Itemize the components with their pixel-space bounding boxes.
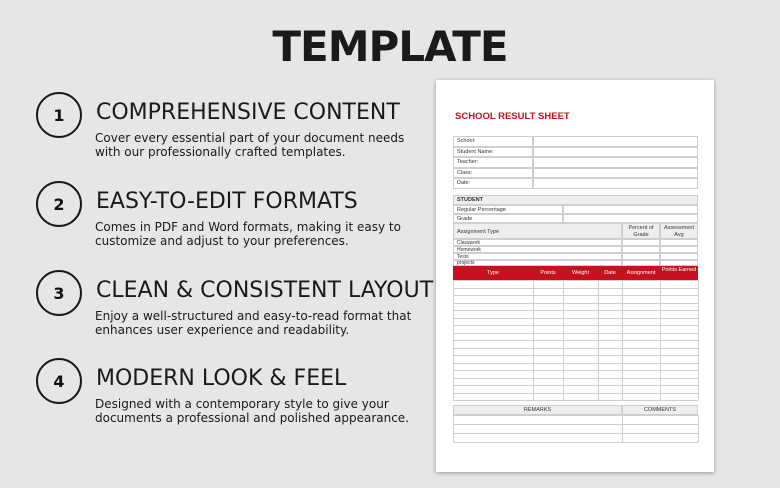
info-label: Student Name: (453, 147, 533, 158)
number-badge: 2 (36, 181, 82, 227)
page-title: TEMPLATE (272, 22, 508, 71)
grid-line (698, 415, 699, 442)
avg-cell (660, 253, 698, 260)
info-value (533, 157, 698, 168)
info-label: School: (453, 136, 533, 147)
feature-description: Cover every essential part of your document needs with our professionally crafted templates. (95, 131, 405, 159)
feature-description: Enjoy a well-structured and easy-to-read format that enhances user experience and readability. (95, 309, 412, 337)
result-sheet-preview (436, 80, 714, 472)
grid-line (698, 280, 699, 400)
col-points: Points (540, 270, 556, 276)
student-row-value (563, 205, 698, 214)
grid-line (453, 378, 698, 379)
feature-description: Comes in PDF and Word formats, making it easy to customize and adjust to your preferences. (95, 220, 401, 248)
col-weight: Weight (571, 270, 590, 276)
assignment-type-header: Assignment Type (453, 223, 622, 239)
grid-line (598, 280, 599, 400)
grid-line (453, 415, 454, 442)
col-date: Date (604, 270, 616, 276)
grid-line (453, 355, 698, 356)
feature-heading: EASY-TO-EDIT FORMATS (96, 189, 358, 214)
grid-line (660, 280, 661, 400)
grid-line (622, 280, 623, 400)
comments-header: COMMENTS (622, 405, 698, 415)
assignment-type-row: Homework (453, 246, 622, 253)
grid-line (563, 280, 564, 400)
number-badge: 1 (36, 92, 82, 138)
grid-line (453, 303, 698, 304)
grid-line (453, 340, 698, 341)
grid-line (533, 280, 534, 400)
avg-cell (660, 246, 698, 253)
number-badge: 3 (36, 270, 82, 316)
grid-line (453, 433, 698, 434)
percent-grade-header: Percent of Grade (622, 223, 660, 239)
grid-line (453, 318, 698, 319)
number-badge: 4 (36, 358, 82, 404)
student-header: STUDENT (453, 195, 698, 205)
grid-line (453, 442, 698, 443)
assignment-type-row: projects (453, 260, 622, 266)
info-label: Teacher: (453, 157, 533, 168)
grid-line (453, 280, 454, 400)
grid-line (453, 333, 698, 334)
grid-line (453, 325, 698, 326)
col-type: Type (487, 270, 499, 276)
info-value (533, 168, 698, 179)
feature-heading: COMPREHENSIVE CONTENT (96, 100, 400, 125)
feature-heading: CLEAN & CONSISTENT LAYOUT (96, 278, 434, 303)
grid-line (453, 424, 698, 425)
percent-cell (622, 253, 660, 260)
grid-line (453, 280, 698, 281)
grid-line (453, 348, 698, 349)
col-assignment: Assignment (626, 270, 656, 276)
student-row-label: Regular Percentage (453, 205, 563, 214)
info-value (533, 147, 698, 158)
grid-line (453, 370, 698, 371)
feature-description: Designed with a contemporary style to give your documents a professional and polished appearance. (95, 397, 410, 425)
info-value (533, 136, 698, 147)
assessment-avg-header: Assessment Avg (660, 223, 698, 239)
remarks-header: REMARKS (453, 405, 622, 415)
grid-line (453, 288, 698, 289)
grid-line (453, 363, 698, 364)
info-value (533, 178, 698, 189)
student-row-value (563, 214, 698, 223)
grid-line (453, 295, 698, 296)
feature-heading: MODERN LOOK & FEEL (96, 366, 347, 391)
student-row-label: Grade (453, 214, 563, 223)
info-label: Class: (453, 168, 533, 179)
assignment-type-row: Classwork (453, 239, 622, 246)
grid-line (453, 400, 698, 401)
percent-cell (622, 246, 660, 253)
grid-line (453, 385, 698, 386)
col-points-earned: Points Earned (661, 267, 697, 273)
info-label: Date: (453, 178, 533, 189)
assignment-type-row: Tests (453, 253, 622, 260)
percent-cell (622, 239, 660, 246)
grid-line (622, 415, 623, 442)
sheet-title: SCHOOL RESULT SHEET (455, 111, 570, 122)
grid-line (453, 310, 698, 311)
grid-line (453, 415, 698, 416)
avg-cell (660, 239, 698, 246)
grid-line (453, 393, 698, 394)
